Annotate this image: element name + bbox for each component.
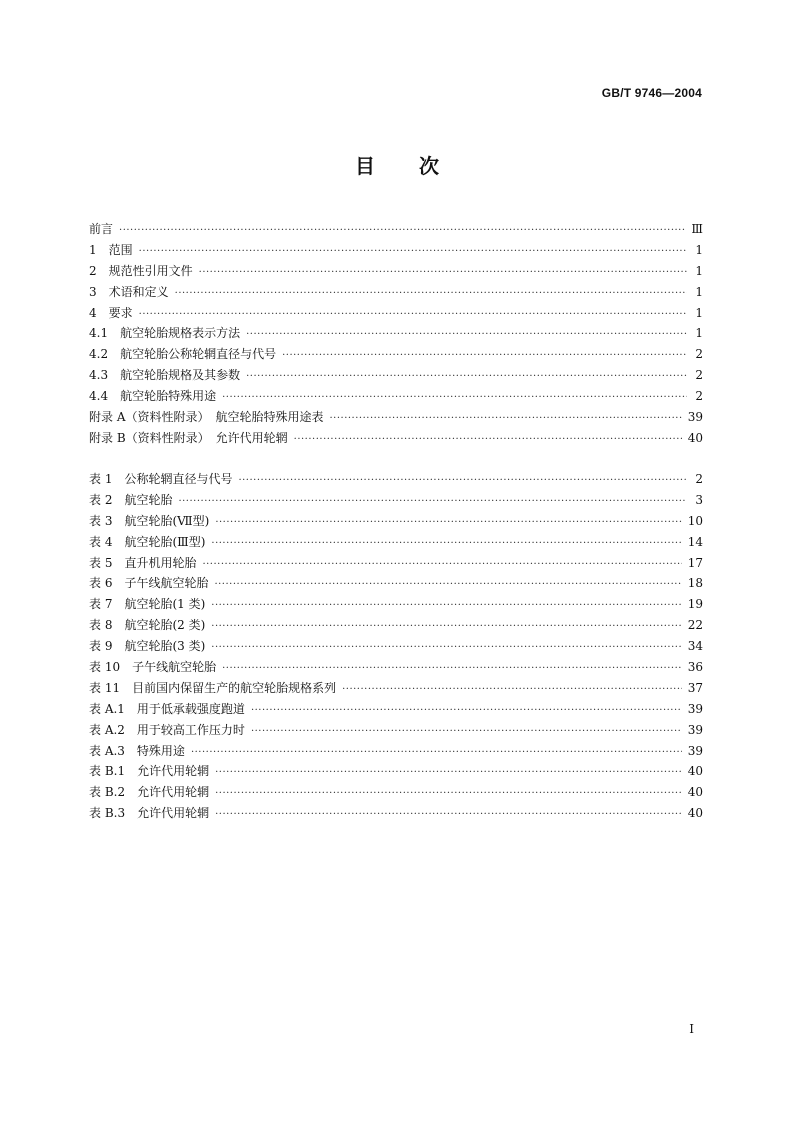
page-number: I xyxy=(689,1022,694,1036)
toc-entry-page: 40 xyxy=(687,785,703,800)
toc-entry-label: 表 8 航空轮胎(2 类) xyxy=(89,618,206,633)
toc-entry-label: 表 B.1 允许代用轮辋 xyxy=(89,764,210,779)
toc-entry-page: 14 xyxy=(687,534,703,549)
toc-entry-page: 2 xyxy=(695,472,703,486)
toc-table-entry[interactable] xyxy=(89,469,703,490)
dot-leader xyxy=(246,325,687,346)
toc-table-entry[interactable] xyxy=(89,532,703,553)
toc-entry[interactable] xyxy=(89,219,703,240)
toc-table-entry[interactable] xyxy=(89,594,703,615)
dot-leader xyxy=(238,471,687,492)
dot-leader xyxy=(294,430,682,451)
toc-entry-page: 1 xyxy=(695,305,703,320)
toc-entry-page: 1 xyxy=(695,242,703,257)
toc-entry-label: 4 要求 xyxy=(89,305,133,320)
toc-entry-page: 40 xyxy=(687,764,703,779)
toc-entry-label: 附录 A（资料性附录） 航空轮胎特殊用途表 xyxy=(89,410,324,425)
toc-entry-label: 3 术语和定义 xyxy=(89,284,169,299)
toc-entry-page: 18 xyxy=(687,576,703,591)
toc-entry-label: 2 规范性引用文件 xyxy=(89,263,193,278)
toc-table-entry[interactable] xyxy=(89,720,703,741)
toc-entry-page: 2 xyxy=(695,347,703,362)
dot-leader xyxy=(211,596,681,617)
toc-entry-label: 表 3 航空轮胎(Ⅶ型) xyxy=(89,513,210,528)
dot-leader xyxy=(251,722,682,743)
toc-entry-label: 4.4 航空轮胎特殊用途 xyxy=(89,389,217,404)
toc-entry-label: 表 1 公称轮辋直径与代号 xyxy=(89,472,233,486)
toc-entry-page: 34 xyxy=(687,639,703,654)
toc-table-entry[interactable] xyxy=(89,615,703,636)
dot-leader xyxy=(202,555,681,576)
dot-leader xyxy=(178,492,687,513)
toc-entry-page: 2 xyxy=(695,368,703,383)
toc-entry[interactable] xyxy=(89,282,703,303)
toc-table-entry[interactable] xyxy=(89,490,703,511)
toc-entry-page: 1 xyxy=(695,326,703,341)
toc-entry-page: 39 xyxy=(687,722,703,737)
dot-leader xyxy=(119,221,685,242)
dot-leader xyxy=(211,534,681,555)
dot-leader xyxy=(211,638,681,659)
toc-entry-label: 4.2 航空轮胎公称轮辋直径与代号 xyxy=(89,347,277,362)
dot-leader xyxy=(215,784,682,805)
toc-entry-page: 3 xyxy=(695,492,703,507)
toc-entry-page: 22 xyxy=(687,618,703,633)
toc-entry-label: 4.1 航空轮胎规格表示方法 xyxy=(89,326,241,341)
dot-leader xyxy=(251,701,682,722)
toc-main-list xyxy=(89,219,703,449)
toc-entry[interactable] xyxy=(89,323,703,344)
toc-entry-label: 表 B.2 允许代用轮辋 xyxy=(89,785,210,800)
toc-entry-label: 表 10 子午线航空轮胎 xyxy=(89,660,217,675)
dot-leader xyxy=(214,575,681,596)
page-title xyxy=(0,150,794,179)
toc-table-entry[interactable] xyxy=(89,699,703,720)
toc-table-entry[interactable] xyxy=(89,636,703,657)
toc-table-entry[interactable] xyxy=(89,678,703,699)
dot-leader xyxy=(215,513,681,534)
dot-leader xyxy=(191,743,682,764)
toc-entry-label: 表 2 航空轮胎 xyxy=(89,492,173,507)
toc-entry-label: 表 9 航空轮胎(3 类) xyxy=(89,639,206,654)
dot-leader xyxy=(139,242,687,263)
dot-leader xyxy=(215,805,682,826)
toc-entry-label: 表 6 子午线航空轮胎 xyxy=(89,576,209,591)
toc-entry-page: 10 xyxy=(687,513,703,528)
toc-entry-label: 表 A.2 用于较高工作压力时 xyxy=(89,722,245,737)
toc-entry-label: 表 5 直升机用轮胎 xyxy=(89,555,197,570)
toc-entry[interactable] xyxy=(89,303,703,324)
toc-entry[interactable] xyxy=(89,428,703,449)
dot-leader xyxy=(139,305,687,326)
toc-entry[interactable] xyxy=(89,240,703,261)
toc-entry-label: 前言 xyxy=(89,222,114,236)
toc-table-entry[interactable] xyxy=(89,761,703,782)
toc-entry-page: 1 xyxy=(695,284,703,299)
dot-leader xyxy=(222,388,687,409)
toc-entry[interactable] xyxy=(89,344,703,365)
toc-tables-list xyxy=(89,469,703,824)
toc-table-entry[interactable] xyxy=(89,657,703,678)
toc-table-entry[interactable] xyxy=(89,741,703,762)
dot-leader xyxy=(246,367,687,388)
toc-entry-page: 1 xyxy=(695,263,703,278)
dot-leader xyxy=(175,284,687,305)
toc-table-entry[interactable] xyxy=(89,803,703,824)
toc-entry-page: 39 xyxy=(687,410,703,425)
toc-entry-label: 附录 B（资料性附录） 允许代用轮辋 xyxy=(89,430,288,445)
toc-entry-page: 39 xyxy=(687,701,703,716)
toc-entry-page: Ⅲ xyxy=(691,222,703,236)
toc-entry[interactable] xyxy=(89,261,703,282)
toc-entry-page: 37 xyxy=(687,680,703,695)
toc-table-entry[interactable] xyxy=(89,511,703,532)
toc-entry-page: 36 xyxy=(687,660,703,675)
dot-leader xyxy=(282,346,687,367)
toc-entry-page: 40 xyxy=(687,430,703,445)
toc-entry-label: 表 B.3 允许代用轮辋 xyxy=(89,806,210,821)
dot-leader xyxy=(329,409,681,430)
title-char-1: 目 xyxy=(355,154,375,178)
toc-entry-label: 4.3 航空轮胎规格及其参数 xyxy=(89,368,241,383)
toc-entry-label: 表 A.1 用于低承载强度跑道 xyxy=(89,701,245,716)
dot-leader xyxy=(211,617,681,638)
toc-entry-page: 39 xyxy=(687,743,703,758)
dot-leader xyxy=(215,763,682,784)
toc-entry[interactable] xyxy=(89,386,703,407)
dot-leader xyxy=(342,680,682,701)
title-char-2: 次 xyxy=(419,154,439,178)
toc-entry-page: 19 xyxy=(687,597,703,612)
toc-entry[interactable] xyxy=(89,407,703,428)
standard-code: GB/T 9746—2004 xyxy=(601,86,702,100)
toc-entry-page: 2 xyxy=(695,389,703,404)
toc-table-entry[interactable] xyxy=(89,553,703,574)
toc-entry-label: 表 11 目前国内保留生产的航空轮胎规格系列 xyxy=(89,680,337,695)
dot-leader xyxy=(222,659,682,680)
toc-entry-label: 表 4 航空轮胎(Ⅲ型) xyxy=(89,534,206,549)
toc-table-entry[interactable] xyxy=(89,573,703,594)
toc-entry-page: 40 xyxy=(687,806,703,821)
toc-entry-label: 表 A.3 特殊用途 xyxy=(89,743,185,758)
toc-entry-label: 表 7 航空轮胎(1 类) xyxy=(89,597,206,612)
dot-leader xyxy=(199,263,687,284)
toc-entry-page: 17 xyxy=(687,555,703,570)
toc-entry-label: 1 范围 xyxy=(89,242,133,257)
toc-entry[interactable] xyxy=(89,365,703,386)
toc-table-entry[interactable] xyxy=(89,782,703,803)
